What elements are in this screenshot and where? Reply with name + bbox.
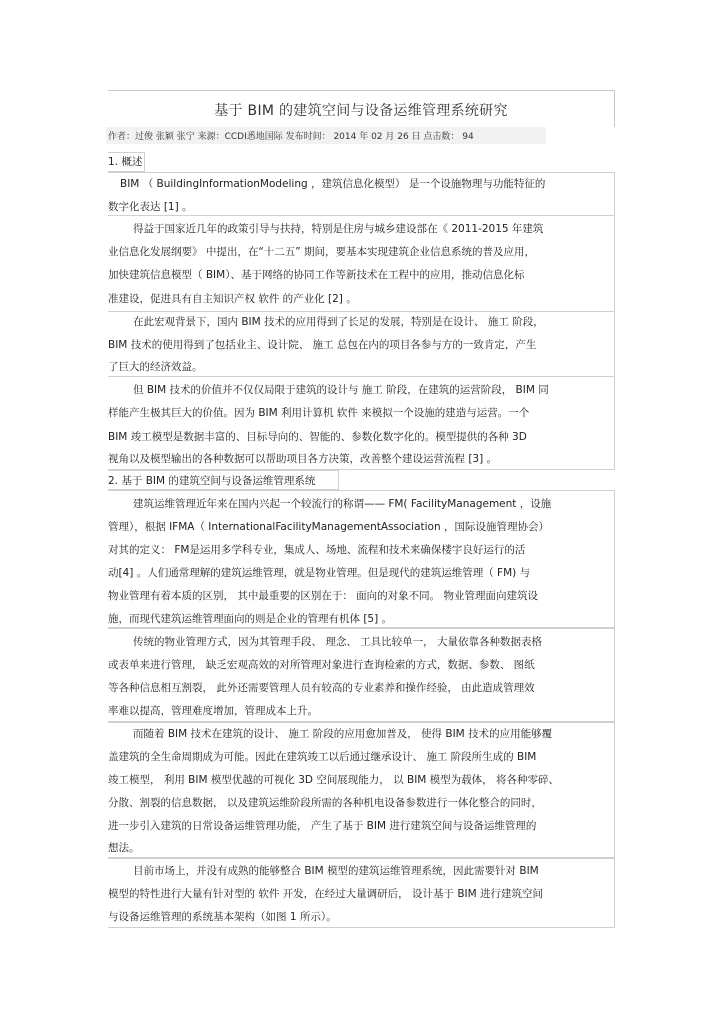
text-line: 准建设，促进具有自主知识产权 软件 的产业化 [2] 。 — [108, 293, 357, 305]
text-line: 而随着 BIM 技术在建筑的设计、 施工 阶段的应用愈加普及， 使得 BIM 技术的应用能够覆 — [133, 728, 553, 740]
text-line: BIM 技术的使用得到了包括业主、设计院、 施工 总包在内的项目各参与方的一致肯定，产生 — [108, 339, 537, 351]
text-line: 管理），根据 IFMA（ InternationalFacilityManagementAssociation ，国际设施管理协会） — [108, 521, 549, 533]
frame-p7 — [108, 722, 615, 858]
text-line: 目前市场上，并没有成熟的能够整合 BIM 模型的建筑运维管理系统，因此需要针对 BIM — [133, 865, 539, 877]
text-line: 进一步引入建筑的日常设备运维管理功能， 产生了基于 BIM 进行建筑空间与设备运维管理的 — [108, 820, 537, 832]
text-line: 视角以及模型输出的各种数据可以帮助项目各方决策，改善整个建设运营流程 [3] 。 — [108, 453, 498, 465]
text-line: 动[4] 。人们通常理解的建筑运维管理，就是物业管理。但是现代的建筑运维管理（ FM) 与 — [108, 567, 531, 579]
text-line: 等各种信息相互割裂， 此外还需要管理人员有较高的专业素养和操作经验， 由此造成管理效 — [108, 682, 535, 694]
text-line: 施，而现代建筑运维管理面向的则是企业的管理有机体 [5] 。 — [108, 613, 393, 625]
text-line: 想法。 — [108, 842, 140, 854]
text-line: 得益于国家近几年的政策引导与扶持，特别是住房与城乡建设部在《 2011-2015 年建筑 — [133, 223, 544, 235]
text-line: BIM 竣工模型是数据丰富的、目标导向的、智能的、参数化数字化的。模型提供的各种 3D — [108, 431, 527, 443]
text-line: 竣工模型， 利用 BIM 模型优越的可视化 3D 空间展现能力， 以 BIM 模型为载体， 将各种零碎、 — [108, 774, 560, 786]
text-line: 业信息化发展纲要》 中提出，在“十二五” 期间，要基本实现建筑企业信息系统的普及应用， — [108, 246, 536, 258]
text-line: BIM （ BuildingInformationModeling ，建筑信息化模型） 是一个设施物理与功能特征的 — [120, 178, 546, 190]
text-line: 模型的特性进行大量有针对型的 软件 开发，在经过大量调研后， 设计基于 BIM 进行建筑空间 — [108, 888, 544, 900]
text-line: 样能产生极其巨大的价值。因为 BIM 利用计算机 软件 来模拟一个设施的建造与运营。一个 — [108, 407, 530, 419]
text-line: 1. 概述 — [108, 156, 143, 168]
text-line: 分散、割裂的信息数据， 以及建筑运维阶段所需的各种机电设备参数进行一体化整合的同时， — [108, 797, 542, 809]
text-line: 建筑运维管理近年来在国内兴起一个较流行的称谓—— FM( FacilityManagement ，设施 — [133, 498, 552, 510]
text-line: 2. 基于 BIM 的建筑空间与设备运维管理系统 — [108, 475, 316, 487]
text-line: 盖建筑的全生命周期成为可能。因此在建筑竣工以后通过继承设计、 施工 阶段所生成的 BIM — [108, 751, 537, 763]
article-meta: 作者：过俊 张颖 张宁 来源：CCDI悉地国际 发布时间： 2014 年 02 月 26 日 点击数： 94 — [108, 132, 474, 142]
text-line: 了巨大的经济效益。 — [108, 361, 203, 373]
text-line: 对其的定义： FM是运用多学科专业，集成人、场地、流程和技术来确保楼宇良好运行的活 — [108, 544, 526, 556]
text-line: 与设备运维管理的系统基本架构（如图 1 所示）。 — [108, 911, 337, 923]
text-line: 率难以提高，管理难度增加，管理成本上升。 — [108, 705, 318, 717]
text-line: 数字化表达 [1] 。 — [108, 201, 193, 213]
text-line: 加快建筑信息模型（ BIM）、基于网络的协同工作等新技术在工程中的应用，推动信息化标 — [108, 269, 525, 281]
text-line: 但 BIM 技术的价值并不仅仅局限于建筑的设计与 施工 阶段，在建筑的运营阶段， BIM 同 — [133, 384, 549, 396]
text-line: 物业管理有着本质的区别， 其中最重要的区别在于： 面向的对象不同。 物业管理面向建筑设 — [108, 590, 539, 602]
text-line: 或表单来进行管理， 缺乏宏观高效的对所管理对象进行查询检索的方式，数据、参数、 图纸 — [108, 659, 535, 671]
text-line: 在此宏观背景下，国内 BIM 技术的应用得到了长足的发展，特别是在设计、 施工 阶段， — [133, 316, 544, 328]
text-line: 传统的物业管理方式，因为其管理手段、 理念、 工具比较单一， 大量依靠各种数据表格 — [133, 636, 543, 648]
article-title: 基于 BIM 的建筑空间与设备运维管理系统研究 — [214, 103, 508, 119]
